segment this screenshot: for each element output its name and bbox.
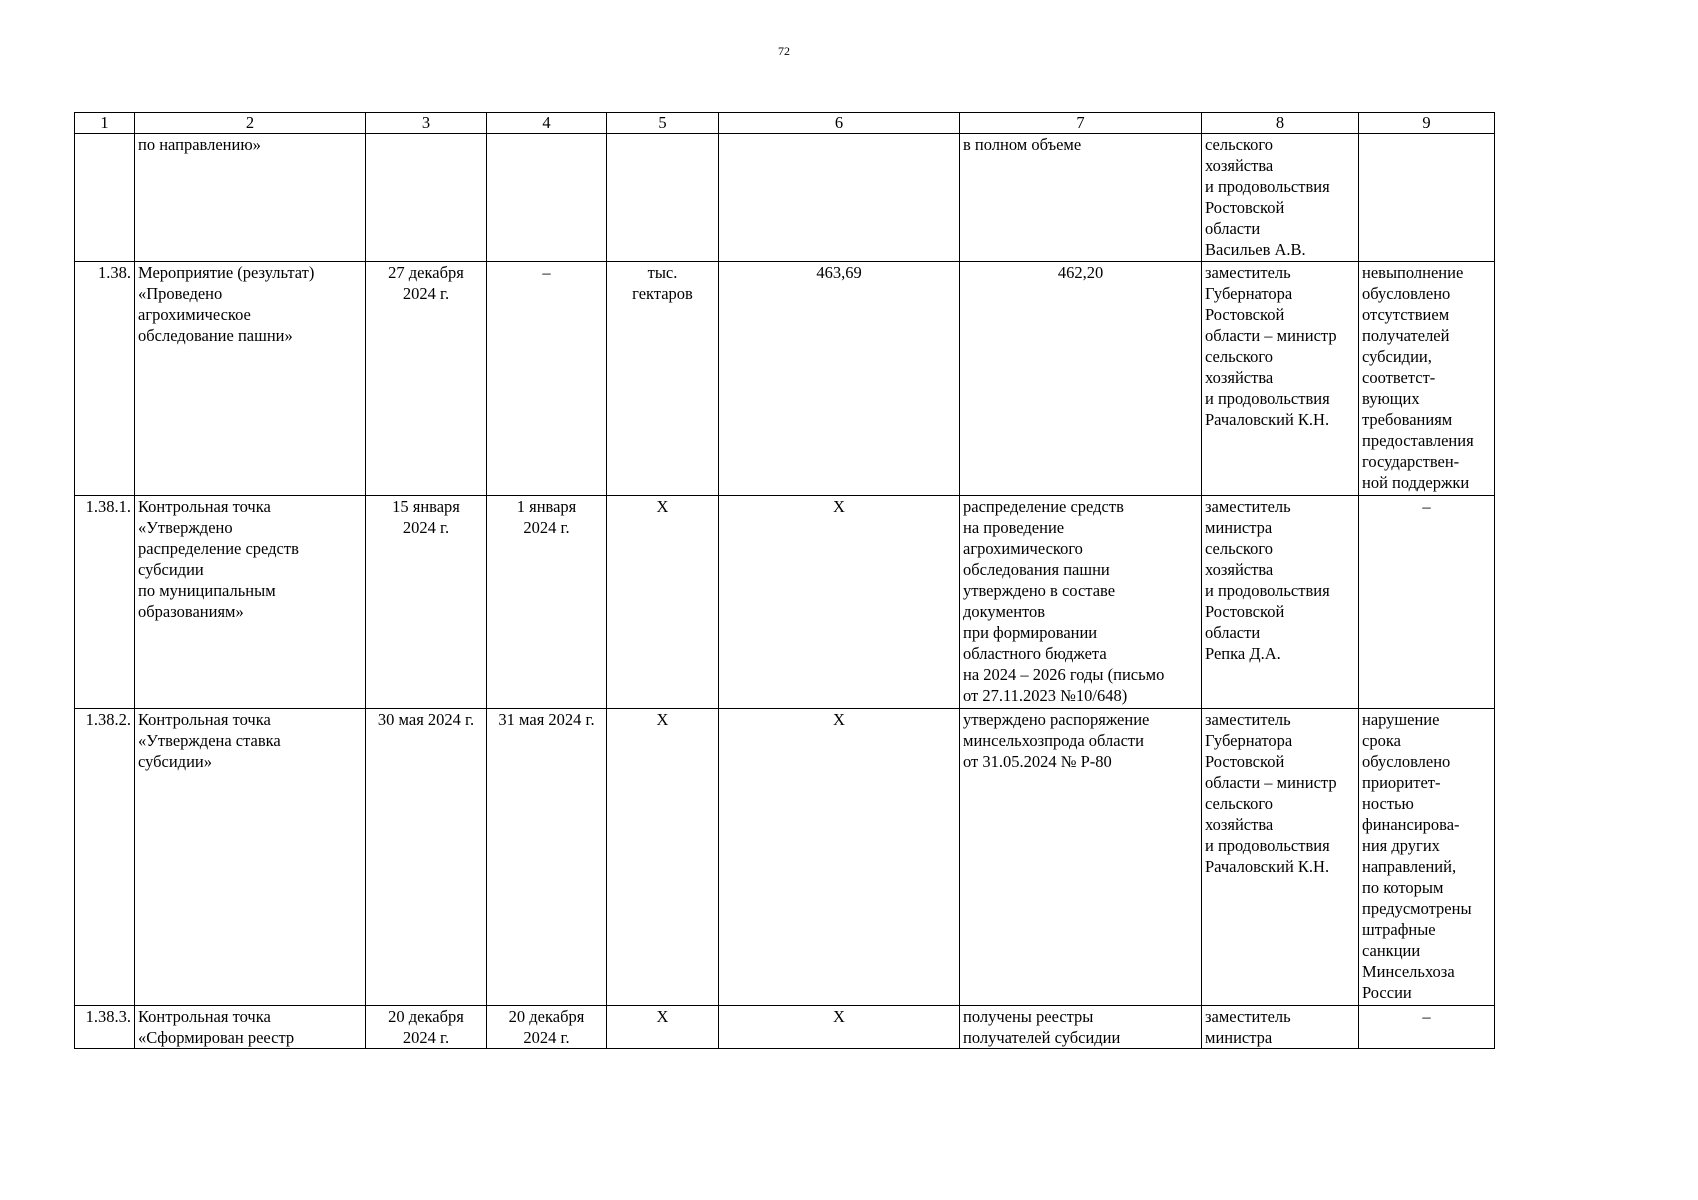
comment-cell: – bbox=[1359, 1006, 1495, 1049]
column-header: 7 bbox=[960, 113, 1202, 134]
column-header: 4 bbox=[487, 113, 607, 134]
result-cell: распределение средств на проведение агрохимического обследования пашни утверждено в составе документов при формировании областного бюджета на 2024 – 2026 годы (письмо от 27.11.2023 №10/648) bbox=[960, 496, 1202, 709]
row-number-cell: 1.38. bbox=[75, 262, 135, 496]
planned-value-cell: X bbox=[719, 1006, 960, 1049]
unit-cell bbox=[607, 134, 719, 262]
actual-date-cell bbox=[487, 134, 607, 262]
page-number: 72 bbox=[778, 44, 790, 58]
row-number-cell bbox=[75, 134, 135, 262]
column-header: 2 bbox=[135, 113, 366, 134]
table-row bbox=[75, 134, 1495, 262]
report-table bbox=[74, 112, 1495, 1049]
planned-date-cell: 30 мая 2024 г. bbox=[366, 709, 487, 1006]
planned-value-cell: 463,69 bbox=[719, 262, 960, 496]
activity-name-cell: Мероприятие (результат) «Проведено агрохимическое обследование пашни» bbox=[135, 262, 366, 496]
responsible-cell: сельского хозяйства и продовольствия Ростовской области Васильев А.В. bbox=[1202, 134, 1359, 262]
planned-value-cell: X bbox=[719, 496, 960, 709]
comment-cell: нарушение срока обусловлено приоритет- ностью финансирова- ния других направлений, по которым предусмотрены штрафные санкции Минсельхоза России bbox=[1359, 709, 1495, 1006]
activity-name-cell: Контрольная точка «Сформирован реестр bbox=[135, 1006, 366, 1049]
table-row bbox=[75, 496, 1495, 709]
actual-date-cell: – bbox=[487, 262, 607, 496]
column-number-header-row bbox=[75, 113, 1495, 134]
activity-name-cell: по направлению» bbox=[135, 134, 366, 262]
responsible-cell: заместитель министра bbox=[1202, 1006, 1359, 1049]
result-cell: в полном объеме bbox=[960, 134, 1202, 262]
comment-cell: невыполнение обусловлено отсутствием получателей субсидии, соответст- вующих требованиям предоставления государствен- ной поддержки bbox=[1359, 262, 1495, 496]
responsible-cell: заместитель Губернатора Ростовской области – министр сельского хозяйства и продовольствия Рачаловский К.Н. bbox=[1202, 262, 1359, 496]
activity-name-cell: Контрольная точка «Утверждена ставка субсидии» bbox=[135, 709, 366, 1006]
row-number-cell: 1.38.1. bbox=[75, 496, 135, 709]
unit-cell: X bbox=[607, 496, 719, 709]
actual-date-cell: 1 января 2024 г. bbox=[487, 496, 607, 709]
column-header: 1 bbox=[75, 113, 135, 134]
row-number-cell: 1.38.3. bbox=[75, 1006, 135, 1049]
unit-cell: X bbox=[607, 1006, 719, 1049]
row-number-cell: 1.38.2. bbox=[75, 709, 135, 1006]
planned-value-cell bbox=[719, 134, 960, 262]
column-header: 3 bbox=[366, 113, 487, 134]
comment-cell bbox=[1359, 134, 1495, 262]
unit-cell: тыс. гектаров bbox=[607, 262, 719, 496]
planned-date-cell: 15 января 2024 г. bbox=[366, 496, 487, 709]
table-row bbox=[75, 709, 1495, 1006]
planned-value-cell: X bbox=[719, 709, 960, 1006]
result-cell: получены реестры получателей субсидии bbox=[960, 1006, 1202, 1049]
responsible-cell: заместитель Губернатора Ростовской области – министр сельского хозяйства и продовольствия Рачаловский К.Н. bbox=[1202, 709, 1359, 1006]
actual-date-cell: 31 мая 2024 г. bbox=[487, 709, 607, 1006]
table-row bbox=[75, 262, 1495, 496]
table-row bbox=[75, 1006, 1495, 1049]
unit-cell: X bbox=[607, 709, 719, 1006]
column-header: 8 bbox=[1202, 113, 1359, 134]
planned-date-cell: 27 декабря 2024 г. bbox=[366, 262, 487, 496]
result-cell: утверждено распоряжение минсельхозпрода области от 31.05.2024 № Р-80 bbox=[960, 709, 1202, 1006]
actual-date-cell: 20 декабря 2024 г. bbox=[487, 1006, 607, 1049]
responsible-cell: заместитель министра сельского хозяйства и продовольствия Ростовской области Репка Д.А. bbox=[1202, 496, 1359, 709]
result-cell: 462,20 bbox=[960, 262, 1202, 496]
planned-date-cell: 20 декабря 2024 г. bbox=[366, 1006, 487, 1049]
comment-cell: – bbox=[1359, 496, 1495, 709]
column-header: 6 bbox=[719, 113, 960, 134]
column-header: 9 bbox=[1359, 113, 1495, 134]
planned-date-cell bbox=[366, 134, 487, 262]
column-header: 5 bbox=[607, 113, 719, 134]
activity-name-cell: Контрольная точка «Утверждено распределение средств субсидии по муниципальным образованиям» bbox=[135, 496, 366, 709]
